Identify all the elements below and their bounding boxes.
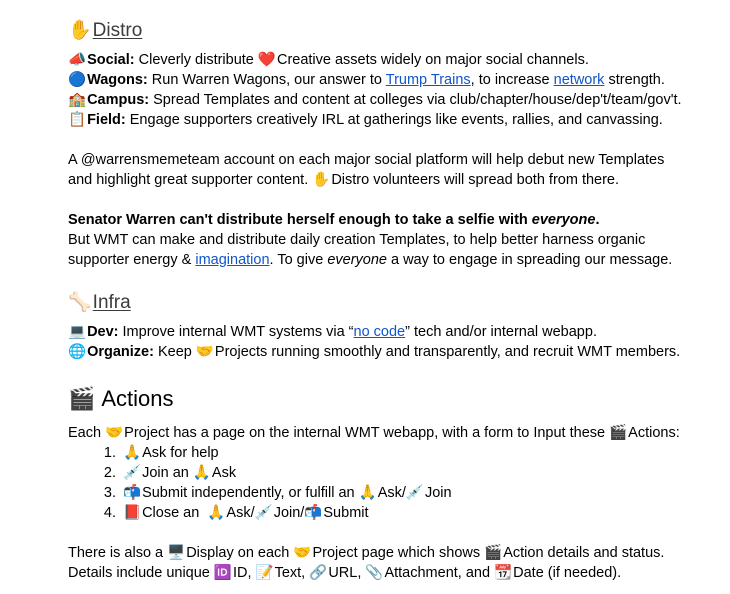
list-item: [120, 503, 722, 523]
distro-item-field: [68, 110, 722, 130]
distro-paragraph-2-line-3: [68, 250, 722, 270]
distro-paragraph-1-line-2: [68, 170, 722, 190]
footer-text: URL,: [328, 565, 366, 581]
field-label: Field:: [87, 112, 126, 128]
list-item: [120, 443, 722, 463]
wagons-text-mid: , to increase: [470, 72, 554, 88]
trump-trains-link[interactable]: Trump Trains: [385, 72, 471, 88]
actions-intro: [68, 423, 722, 443]
syringe-icon: 💉: [254, 505, 273, 521]
list-item-text: Join: [424, 485, 452, 501]
raised-hand-icon: ✋: [312, 172, 331, 188]
intro-text-pre: Each: [68, 425, 106, 441]
link-icon: 🔗: [309, 565, 328, 581]
blue-circle-icon: 🔵: [68, 72, 87, 88]
list-item-text: Close an: [142, 505, 208, 521]
clapper-board-icon: 🎬: [68, 386, 96, 411]
organize-label: Organize:: [87, 344, 154, 360]
infra-item-dev: [68, 322, 722, 342]
distro-heading: [68, 19, 722, 43]
wagons-label: Wagons:: [87, 72, 148, 88]
no-code-link[interactable]: no code: [353, 324, 406, 340]
actions-heading: [68, 385, 722, 413]
actions-list: [68, 443, 722, 523]
para1-text-post: Distro volunteers will spread both from there.: [331, 172, 620, 188]
footer-text: Date (if needed).: [513, 565, 622, 581]
footer-text: Attachment, and: [384, 565, 495, 581]
school-icon: 🏫: [68, 92, 87, 108]
actions-heading-text: Actions: [101, 386, 174, 411]
infra-heading-text: Infra: [92, 292, 131, 313]
folded-hands-icon: 🙏: [192, 465, 211, 481]
actions-footer-line-2: [68, 563, 722, 583]
footer-text: Project page which shows: [312, 545, 485, 561]
folded-hands-icon: 🙏: [358, 485, 377, 501]
organize-text-pre: Keep: [153, 344, 196, 360]
distro-item-wagons: [68, 70, 722, 90]
infra-item-organize: [68, 342, 722, 362]
social-text-pre: Cleverly distribute: [134, 52, 258, 68]
distro-item-campus: [68, 90, 722, 110]
dev-text-pre: Improve internal WMT systems via “: [118, 324, 354, 340]
wagons-text-pre: Run Warren Wagons, our answer to: [147, 72, 386, 88]
list-item-text: Ask for help: [142, 445, 219, 461]
para2-text-pre: supporter energy &: [68, 252, 196, 268]
calendar-icon: 📆: [494, 565, 513, 581]
red-book-icon: 📕: [123, 505, 142, 521]
clapper-board-icon: 🎬: [484, 545, 503, 561]
para2-text-post: a way to engage in spreading our message.: [386, 252, 673, 268]
bone-icon: 🦴: [68, 292, 92, 313]
para2-bold-emphasis: everyone: [531, 212, 596, 228]
raised-hand-icon: ✋: [68, 20, 92, 41]
list-item-text: Join/: [273, 505, 305, 521]
red-heart-icon: ❤️: [257, 52, 276, 68]
para1-text-pre: and highlight great supporter content.: [68, 172, 313, 188]
network-link[interactable]: network: [553, 72, 605, 88]
list-item-text: Submit independently, or fulfill an: [142, 485, 359, 501]
handshake-icon: 🤝: [195, 344, 214, 360]
laptop-icon: 💻: [68, 324, 87, 340]
intro-text-mid: Project has a page on the internal WMT webapp, with a form to Input these: [124, 425, 610, 441]
distro-paragraph-1-line-1: A @warrensmemeteam account on each major social platform will help debut new Templates: [68, 152, 665, 168]
list-item-text: Join an: [142, 465, 193, 481]
distro-heading-text: Distro: [92, 20, 143, 41]
para2-bold-post: .: [595, 212, 600, 228]
handshake-icon: 🤝: [105, 425, 124, 441]
syringe-icon: 💉: [405, 485, 424, 501]
para2-emphasis: everyone: [327, 252, 387, 268]
campus-label: Campus:: [87, 92, 150, 108]
para2-text-mid: . To give: [269, 252, 328, 268]
list-item-text: Ask/: [226, 505, 255, 521]
list-item-text: Submit: [323, 505, 369, 521]
imagination-link[interactable]: imagination: [195, 252, 270, 268]
megaphone-icon: 📣: [68, 52, 87, 68]
footer-text: Action details and status.: [503, 545, 665, 561]
list-item-text: Ask: [211, 465, 237, 481]
footer-text: ID,: [232, 565, 256, 581]
footer-text: Details include unique: [68, 565, 214, 581]
folded-hands-icon: 🙏: [123, 445, 142, 461]
wagons-text-post: strength.: [604, 72, 665, 88]
actions-footer-line-1: [68, 543, 722, 563]
organize-text-post: Projects running smoothly and transparently, and recruit WMT members.: [214, 344, 681, 360]
globe-icon: 🌐: [68, 344, 87, 360]
memo-icon: 📝: [255, 565, 274, 581]
list-item: [120, 463, 722, 483]
id-button-icon: 🆔: [213, 565, 232, 581]
dev-label: Dev:: [87, 324, 119, 340]
social-label: Social:: [87, 52, 135, 68]
handshake-icon: 🤝: [293, 545, 312, 561]
mailbox-icon: 📬: [304, 505, 323, 521]
list-item: [120, 483, 722, 503]
footer-text: There is also a: [68, 545, 168, 561]
intro-text-post: Actions:: [628, 425, 680, 441]
distro-paragraph-2-bold: [68, 210, 722, 230]
footer-text: Display on each: [186, 545, 294, 561]
distro-item-social: [68, 50, 722, 70]
para2-bold-pre: Senator Warren can't distribute herself enough to take a selfie with: [68, 212, 532, 228]
distro-paragraph-2-line-2: But WMT can make and distribute daily creation Templates, to help better harness organic: [68, 232, 646, 248]
social-text-post: Creative assets widely on major social channels.: [276, 52, 589, 68]
field-text: Engage supporters creatively IRL at gatherings like events, rallies, and canvassing.: [125, 112, 663, 128]
folded-hands-icon: 🙏: [207, 505, 226, 521]
clapper-board-icon: 🎬: [609, 425, 628, 441]
dev-text-post: ” tech and/or internal webapp.: [405, 324, 597, 340]
list-item-text: Ask/: [377, 485, 406, 501]
paperclip-icon: 📎: [365, 565, 384, 581]
footer-text: Text,: [274, 565, 310, 581]
infra-heading: [68, 291, 722, 315]
mailbox-icon: 📬: [123, 485, 142, 501]
desktop-computer-icon: 🖥️: [167, 545, 186, 561]
campus-text: Spread Templates and content at colleges via club/chapter/house/dep't/team/gov't.: [149, 92, 682, 108]
clipboard-icon: 📋: [68, 112, 87, 128]
syringe-icon: 💉: [123, 465, 142, 481]
